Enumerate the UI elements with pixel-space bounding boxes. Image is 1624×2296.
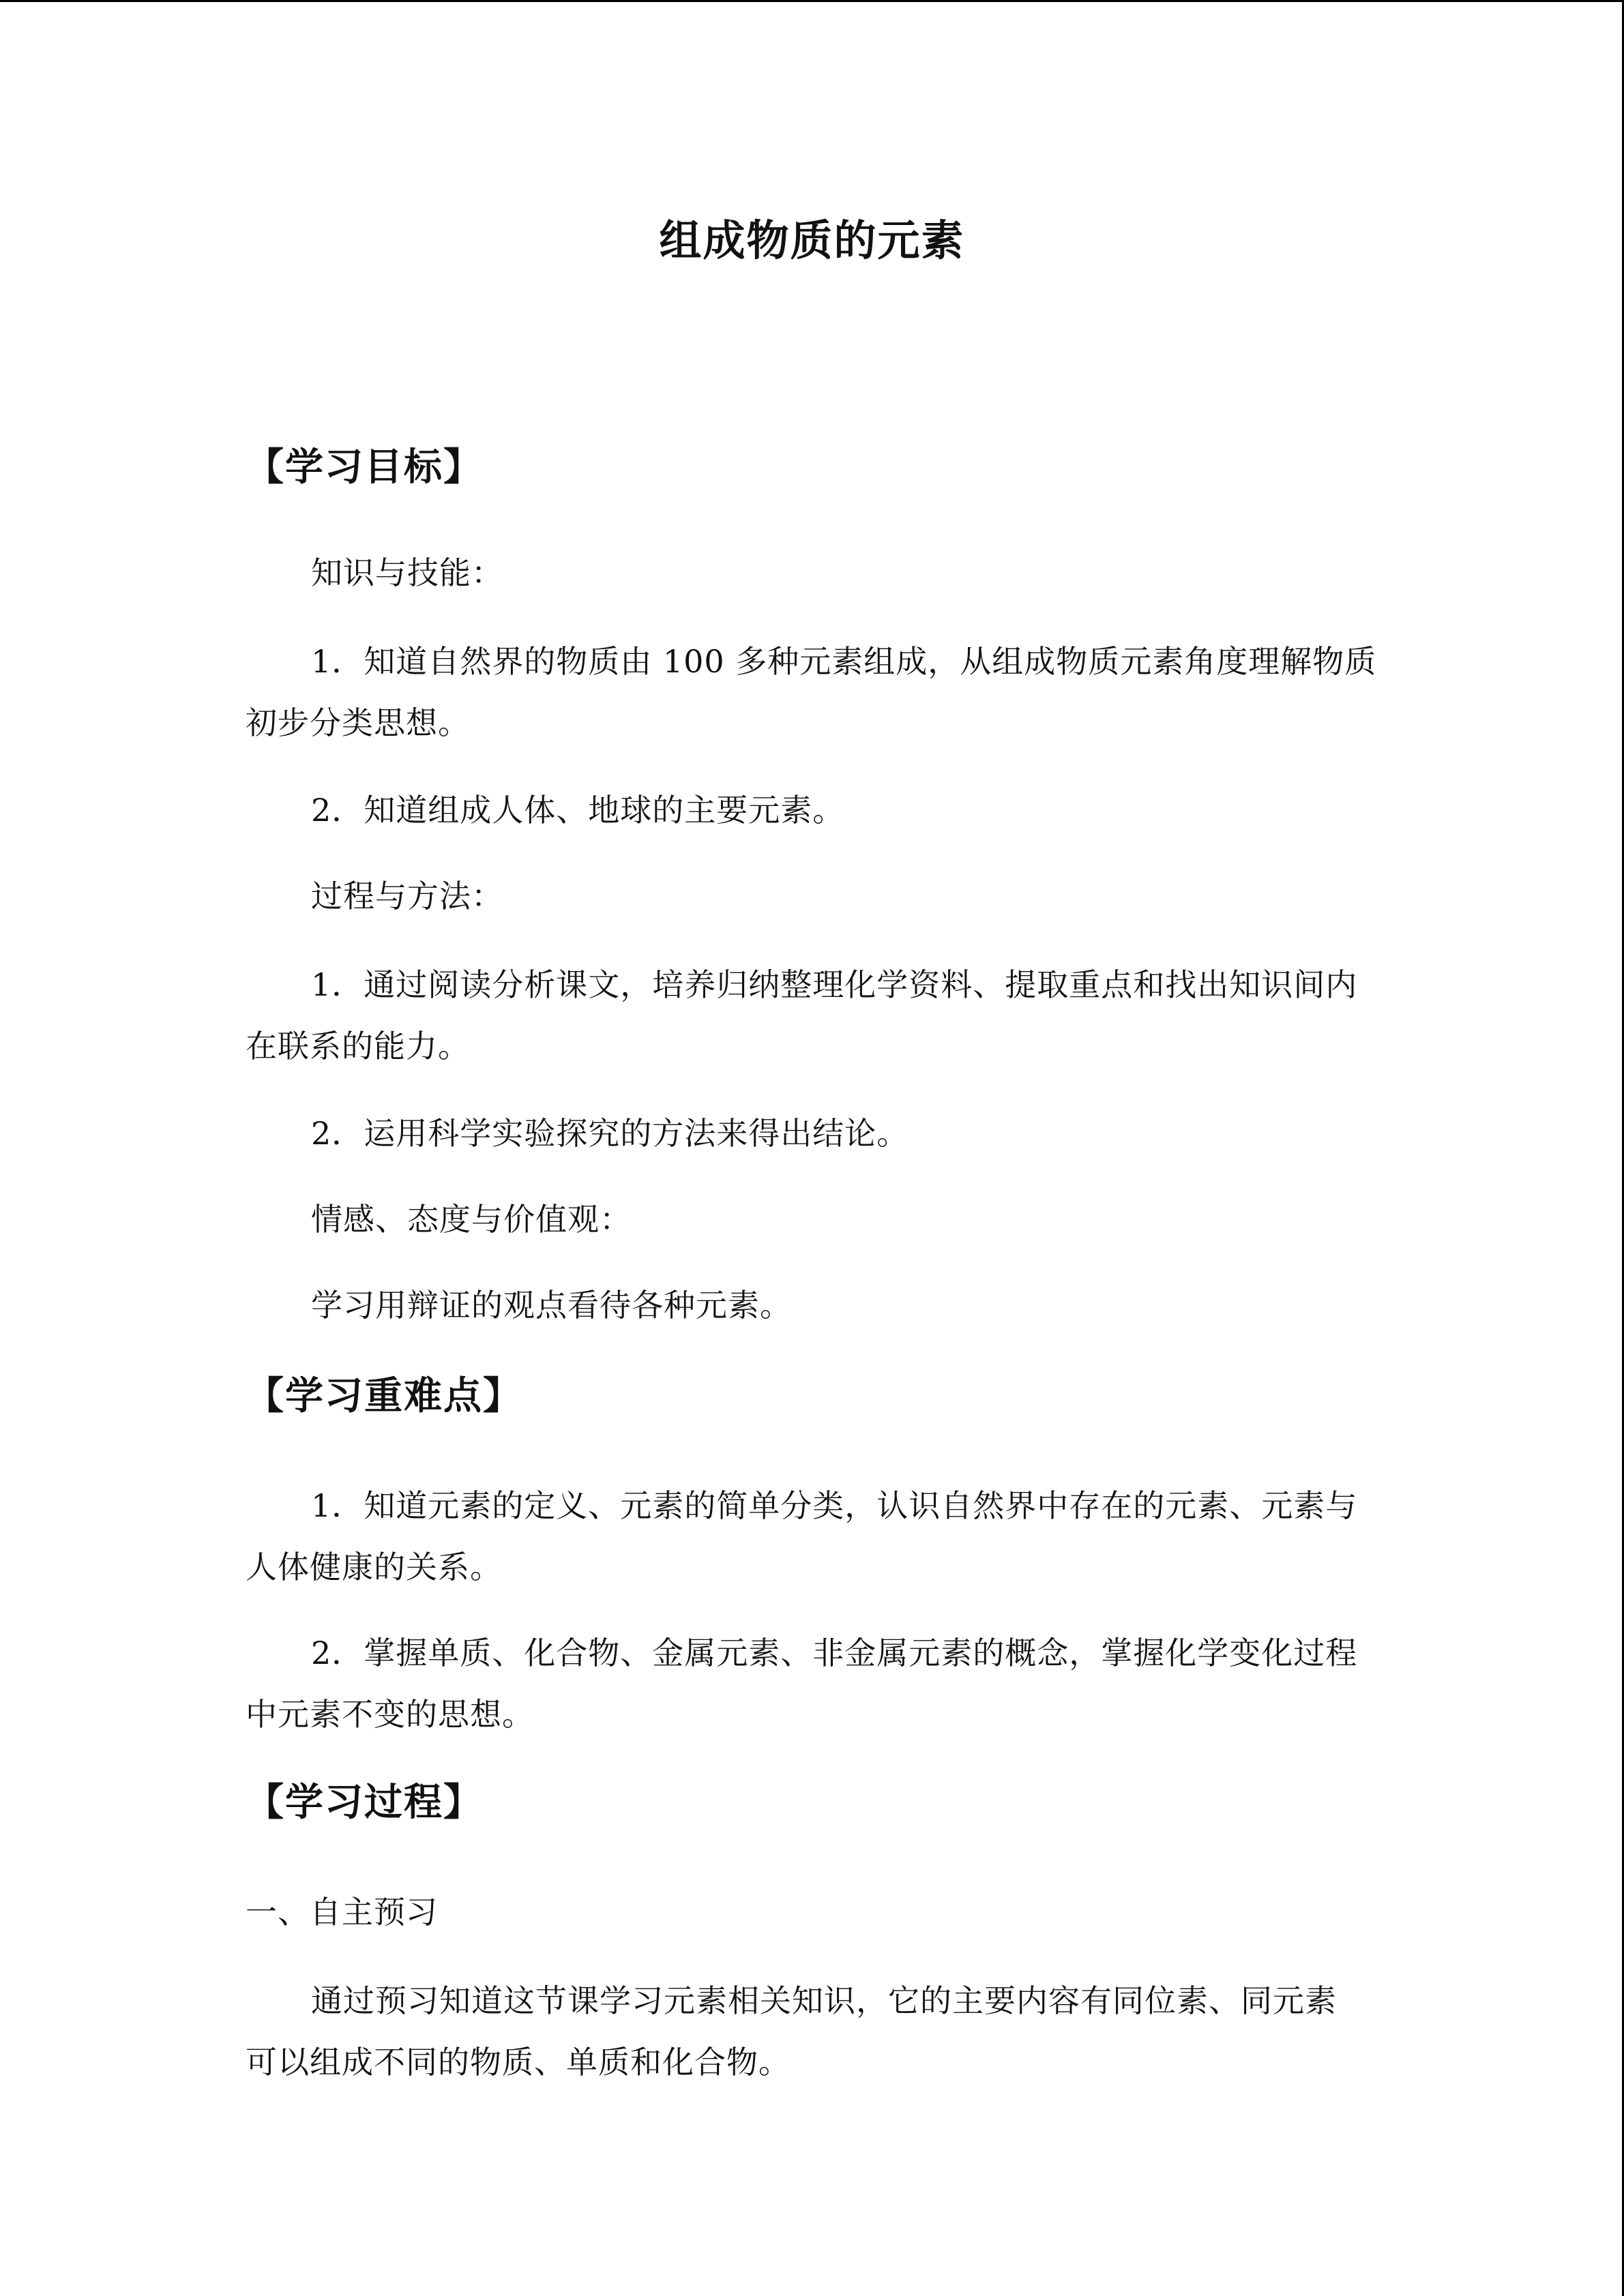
objective-process-1 [246,954,1378,1077]
objective-process-1-line1: 1．通过阅读分析课文，培养归纳整理化学资料、提取重点和找出知识间内 [311,966,1358,1003]
objective-emotion-1: 学习用辩证的观点看待各种元素。 [311,1287,792,1324]
document-title: 组成物质的元素 [659,215,965,265]
process-method-label: 过程与方法： [311,878,503,914]
key-point-1 [246,1475,1378,1598]
self-study-paragraph-line1: 通过预习知道这节课学习元素相关知识，它的主要内容有同位素、同元素 [311,1982,1337,2019]
key-point-2-line2: 中元素不变的思想。 [246,1696,534,1733]
self-study-paragraph-line2: 可以组成不同的物质、单质和化合物。 [246,2044,791,2081]
self-study-paragraph [246,1970,1378,2093]
objective-knowledge-1-line2: 初步分类思想。 [246,704,470,741]
objective-knowledge-2: 2．知道组成人体、地球的主要元素。 [311,792,845,829]
objective-knowledge-1-line1: 1．知道自然界的物质由 100 多种元素组成，从组成物质元素角度理解物质 [311,643,1377,680]
objective-process-2: 2．运用科学实验探究的方法来得出结论。 [311,1115,909,1152]
knowledge-skills-label: 知识与技能： [311,554,503,591]
objective-knowledge-1 [246,631,1378,754]
emotion-attitude-label: 情感、态度与价值观： [311,1201,632,1238]
subsection-self-study: 一、自主预习 [246,1894,438,1930]
key-point-2 [246,1622,1378,1745]
key-point-1-line1: 1．知道元素的定义、元素的简单分类，认识自然界中存在的元素、元素与 [311,1487,1358,1524]
section-heading-process: 【学习过程】 [246,1780,483,1825]
objective-process-1-line2: 在联系的能力。 [246,1028,470,1064]
key-point-1-line2: 人体健康的关系。 [246,1549,502,1585]
key-point-2-line1: 2．掌握单质、化合物、金属元素、非金属元素的概念，掌握化学变化过程 [311,1635,1358,1671]
section-heading-objectives: 【学习目标】 [246,445,483,490]
section-heading-key-points: 【学习重难点】 [246,1374,522,1418]
